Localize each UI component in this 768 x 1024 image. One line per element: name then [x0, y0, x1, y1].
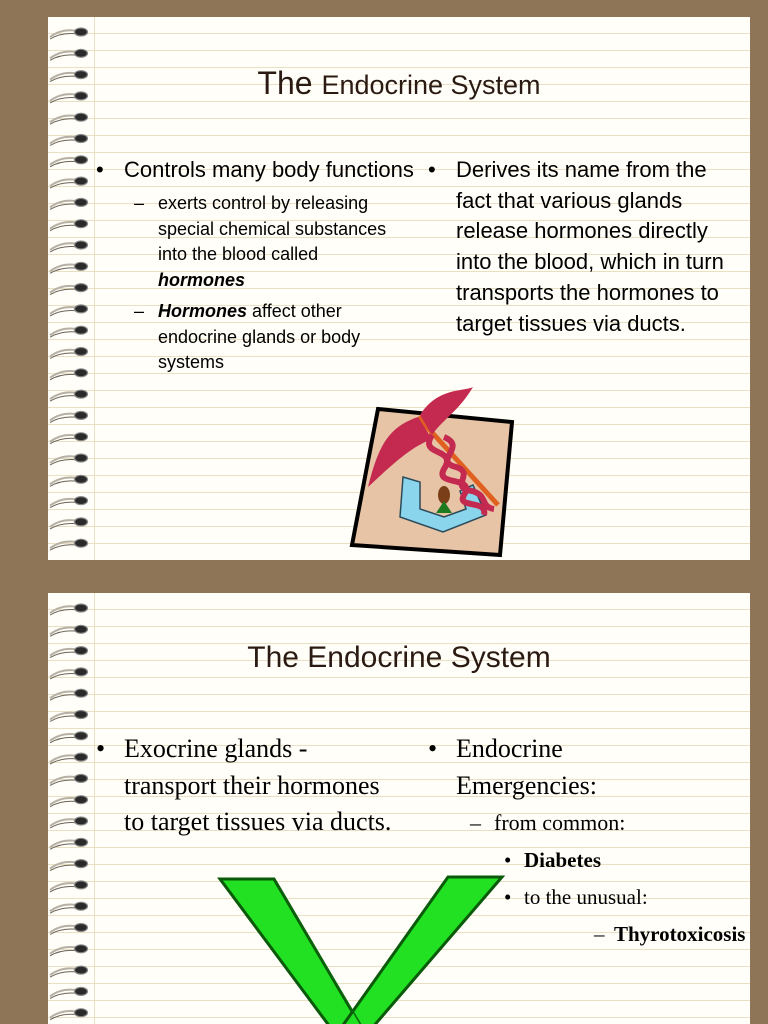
- sub-bullet-item: – exerts control by releasing special chemical substances into the blood called hormones: [134, 193, 387, 290]
- slide-2-left-column: [96, 731, 396, 841]
- bullet-item: • Controls many body functions: [96, 157, 414, 182]
- bullet-item: • Exocrine glands - transport their hormones to target tissues via ducts.: [96, 734, 392, 836]
- slide-1-right-column: [428, 155, 736, 339]
- slide-1: [48, 17, 750, 560]
- sub-sub-sub-item: – Thyrotoxicosis: [594, 922, 746, 946]
- caduceus-clipart-icon: [348, 387, 518, 560]
- bullet-item: • Endocrine Emergencies:: [428, 734, 598, 800]
- slide-1-title: The Endocrine System: [257, 65, 541, 101]
- bullet-item: • Derives its name from the fact that various glands release hormones directly into the blood, which in turn transports the hormones to target tissues via ducts.: [428, 157, 724, 336]
- sub-sub-item: • to the unusual:: [504, 885, 648, 909]
- sub-sub-item: • Diabetes: [504, 848, 601, 872]
- slide-1-left-column: [96, 155, 416, 376]
- sub-bullet-item: – from common:: [470, 810, 626, 835]
- slide-2: [48, 593, 750, 1024]
- sub-bullet-item: – Hormones affect other endocrine glands or body systems: [134, 301, 361, 372]
- slide-2-right-column: [428, 731, 748, 952]
- slide-2-title: The Endocrine System: [247, 641, 551, 674]
